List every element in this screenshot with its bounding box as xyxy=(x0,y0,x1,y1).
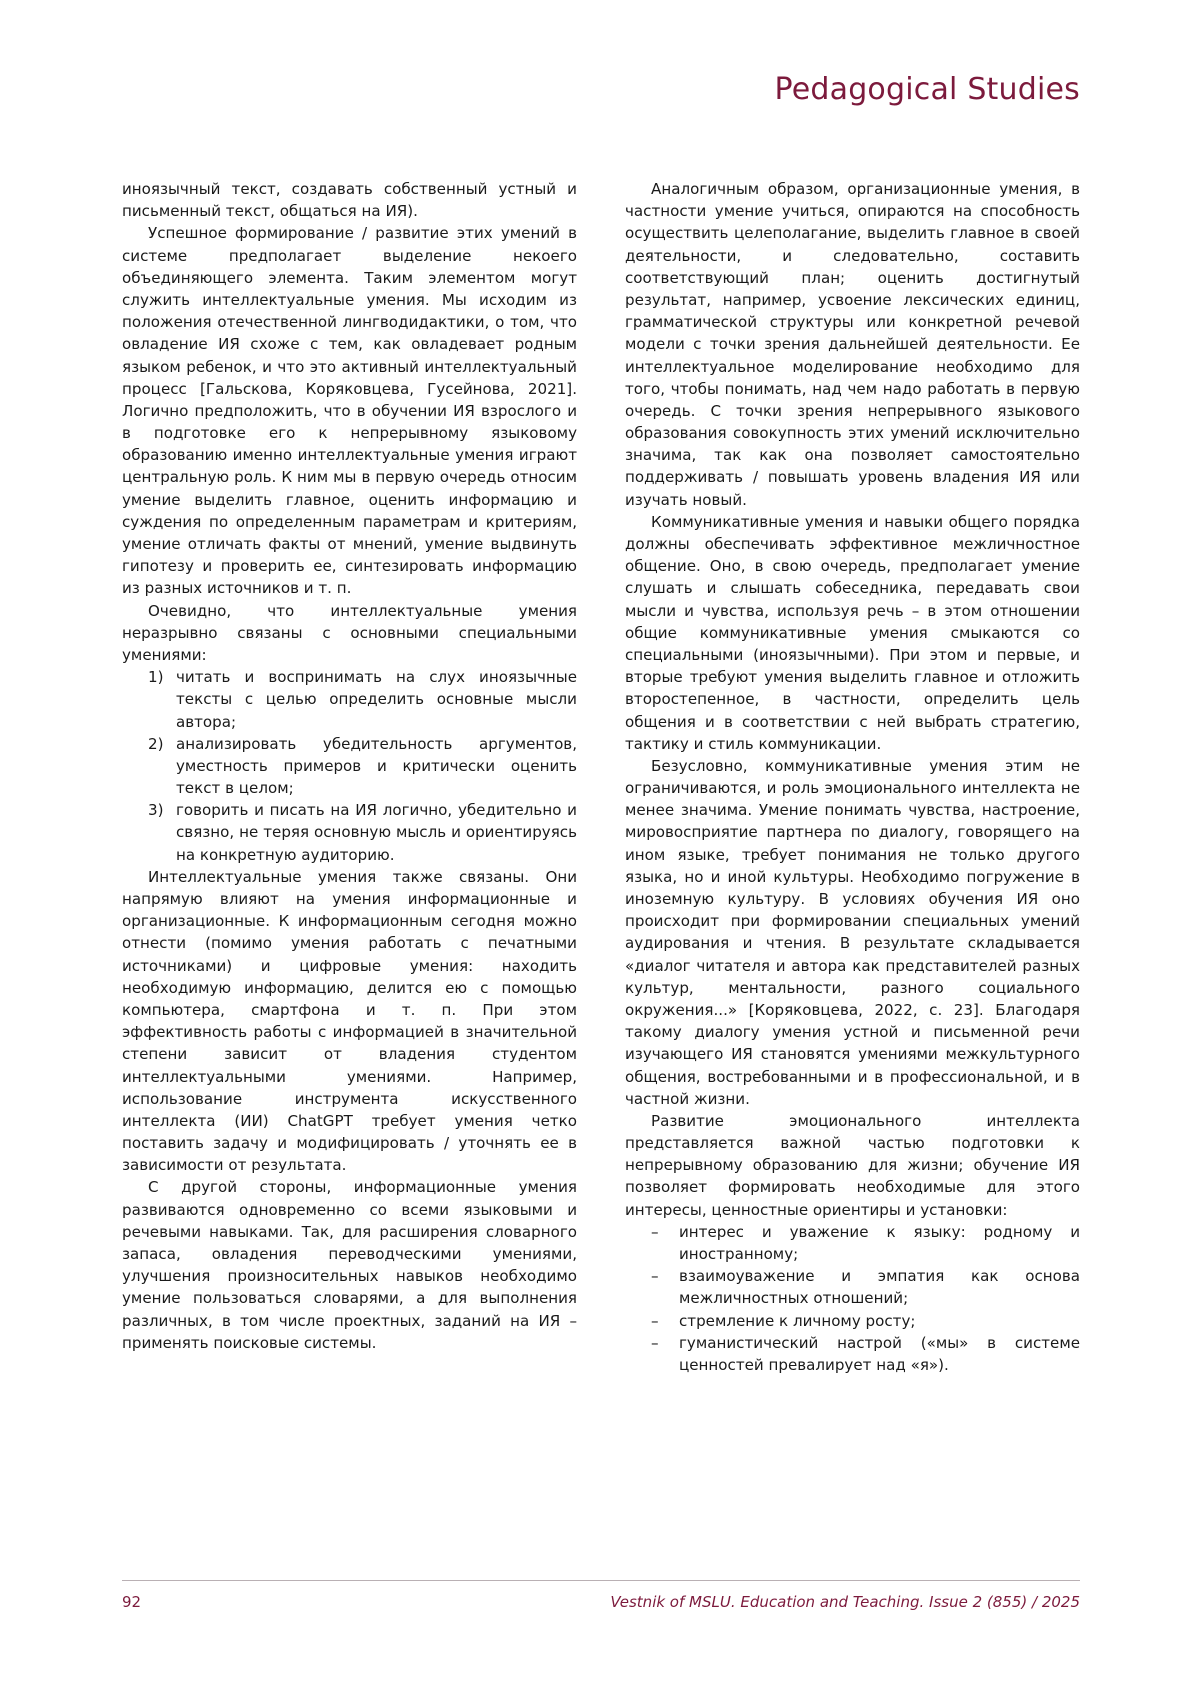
list-item-text: говорить и писать на ИЯ логично, убедительно и связно, не теряя основную мысль и ориентируясь на конкретную аудиторию. xyxy=(176,801,577,864)
page-number: 92 xyxy=(122,1593,142,1611)
paragraph: Успешное формирование / развитие этих умений в системе предполагает выделение некоего объединяющего элемента. Таким элементом могут служить интеллектуальные умения. Мы исходим из положения отечественной лингводидактики, о том, что овладение ИЯ схоже с тем, как овладевает родным языком ребенок, и что это активный интеллектуальный процесс [Гальскова, Коряковцева, Гусейнова, 2021]. Логично предположить, что в обучении ИЯ взрослого и в подготовке его к непрерывному языковому образованию именно интеллектуальные умения играют центральную роль. К ним мы в первую очередь относим умение выделить главное, оценить информацию и суждения по определенным параметрам и критериям, умение отличать факты от мнений, умение выдвинуть гипотезу и проверить ее, синтезировать информацию из разных источников и т. п. xyxy=(122,224,577,598)
paragraph: С другой стороны, информационные умения развиваются одновременно со всеми языковыми и речевыми навыками. Так, для расширения словарного запаса, овладения переводческими умениями, улучшения произносительных навыков необходимо умение пользоваться словарями, а для выполнения различных, в том числе проектных, заданий на ИЯ – применять поисковые системы. xyxy=(122,1178,577,1352)
list-item xyxy=(148,666,577,733)
list-marker: 3) xyxy=(148,801,164,820)
paragraph: Безусловно, коммуникативные умения этим не ограничиваются, и роль эмоционального интеллекта не менее значима. Умение понимать чувства, настроение, мировосприятие партнера по диалогу, говорящего на ином языке, требует понимания не только другого языка, но и иной культуры. Необходимо погружение в иноземную культуру. В условиях обучения ИЯ оно происходит при формировании специальных умений аудирования и чтения. В результате складывается «диалог читателя и автора как представителей разных культур, ментальности, разного социального окружения...» [Коряковцева, 2022, с. 23]. Благодаря такому диалогу умения устной и письменной речи изучающего ИЯ становятся умениями межкультурного общения, востребованными и в профессиональной, и в частной жизни. xyxy=(625,756,1080,1108)
running-head: Pedagogical Studies xyxy=(774,72,1080,107)
list-item-text: стремление к личному росту; xyxy=(679,1311,916,1330)
numbered-list xyxy=(122,666,577,866)
list-item xyxy=(651,1310,1080,1332)
paragraph: иноязычный текст, создавать собственный устный и письменный текст, общаться на ИЯ). xyxy=(122,180,577,221)
list-marker: – xyxy=(651,1311,659,1330)
page-footer xyxy=(122,1580,1080,1611)
dash-list xyxy=(625,1221,1080,1376)
list-item-text: взаимоуважение и эмпатия как основа межличностных отношений; xyxy=(679,1267,1080,1308)
list-item xyxy=(148,799,577,866)
list-marker: – xyxy=(651,1222,659,1241)
paragraph: Очевидно, что интеллектуальные умения неразрывно связаны с основными специальными умениями: xyxy=(122,601,577,664)
list-item-text: гуманистический настрой («мы» в системе ценностей превалирует над «я»). xyxy=(679,1333,1080,1374)
list-item-text: интерес и уважение к языку: родному и иностранному; xyxy=(679,1222,1080,1263)
list-item xyxy=(651,1221,1080,1265)
paragraph: Коммуникативные умения и навыки общего порядка должны обеспечивать эффективное межличностное общение. Оно, в свою очередь, предполагает умение слушать и слышать собеседника, передавать свои мысли и чувства, используя речь – в этом отношении общие коммуникативные умения смыкаются со специальными (иноязычными). При этом и первые, и вторые требуют умения выделить главное и отложить второстепенное, в частности, определить цель общения и в соответствии с ней выбрать стратегию, тактику и стиль коммуникации. xyxy=(625,512,1080,753)
left-column xyxy=(122,178,577,1376)
list-item xyxy=(148,733,577,800)
list-item xyxy=(651,1332,1080,1376)
list-marker: – xyxy=(651,1333,659,1352)
paragraph: Развитие эмоционального интеллекта представляется важной частью подготовки к непрерывному образованию для жизни; обучение ИЯ позволяет формировать необходимые для этого интересы, ценностные ориентиры и установки: xyxy=(625,1111,1080,1219)
list-item-text: анализировать убедительность аргументов, уместность примеров и критически оценить текст в целом; xyxy=(176,734,577,798)
paragraph: Интеллектуальные умения также связаны. Они напрямую влияют на умения информационные и организационные. К информационным сегодня можно отнести (помимо умения работать с печатными источниками) и цифровые умения: находить необходимую информацию, делится ею с помощью компьютера, смартфона и т. п. При этом эффективность работы с информацией в значительной степени зависит от владения студентом интеллектуальными умениями. Например, использование инструмента искусственного интеллекта (ИИ) ChatGPT требует умения четко поставить задачу и модифицировать / уточнять ее в зависимости от результата. xyxy=(122,867,577,1175)
paragraph: Аналогичным образом, организационные умения, в частности умение учиться, опираются на способность осуществить целеполагание, выделить главное в своей деятельности, и следовательно, составить соответствующий план; оценить достигнутый результат, например, усвоение лексических единиц, грамматической структуры или конкретной речевой модели с точки зрения дальнейшей деятельности. Ее интеллектуальное моделирование необходимо для того, чтобы понимать, над чем надо работать в первую очередь. С точки зрения непрерывного языкового образования совокупность этих умений исключительно значима, так как она позволяет самостоятельно поддерживать / повышать уровень владения ИЯ или изучать новый. xyxy=(625,180,1080,509)
list-marker: – xyxy=(651,1267,659,1286)
list-marker: 2) xyxy=(148,734,164,753)
right-column xyxy=(625,178,1080,1376)
two-column-body xyxy=(122,178,1080,1376)
list-item-text: читать и воспринимать на слух иноязычные тексты с целью определить основные мысли автора; xyxy=(176,668,577,731)
journal-citation: Vestnik of MSLU. Education and Teaching. Issue 2 (855) / 2025 xyxy=(610,1593,1080,1611)
list-marker: 1) xyxy=(148,668,164,687)
list-item xyxy=(651,1265,1080,1309)
